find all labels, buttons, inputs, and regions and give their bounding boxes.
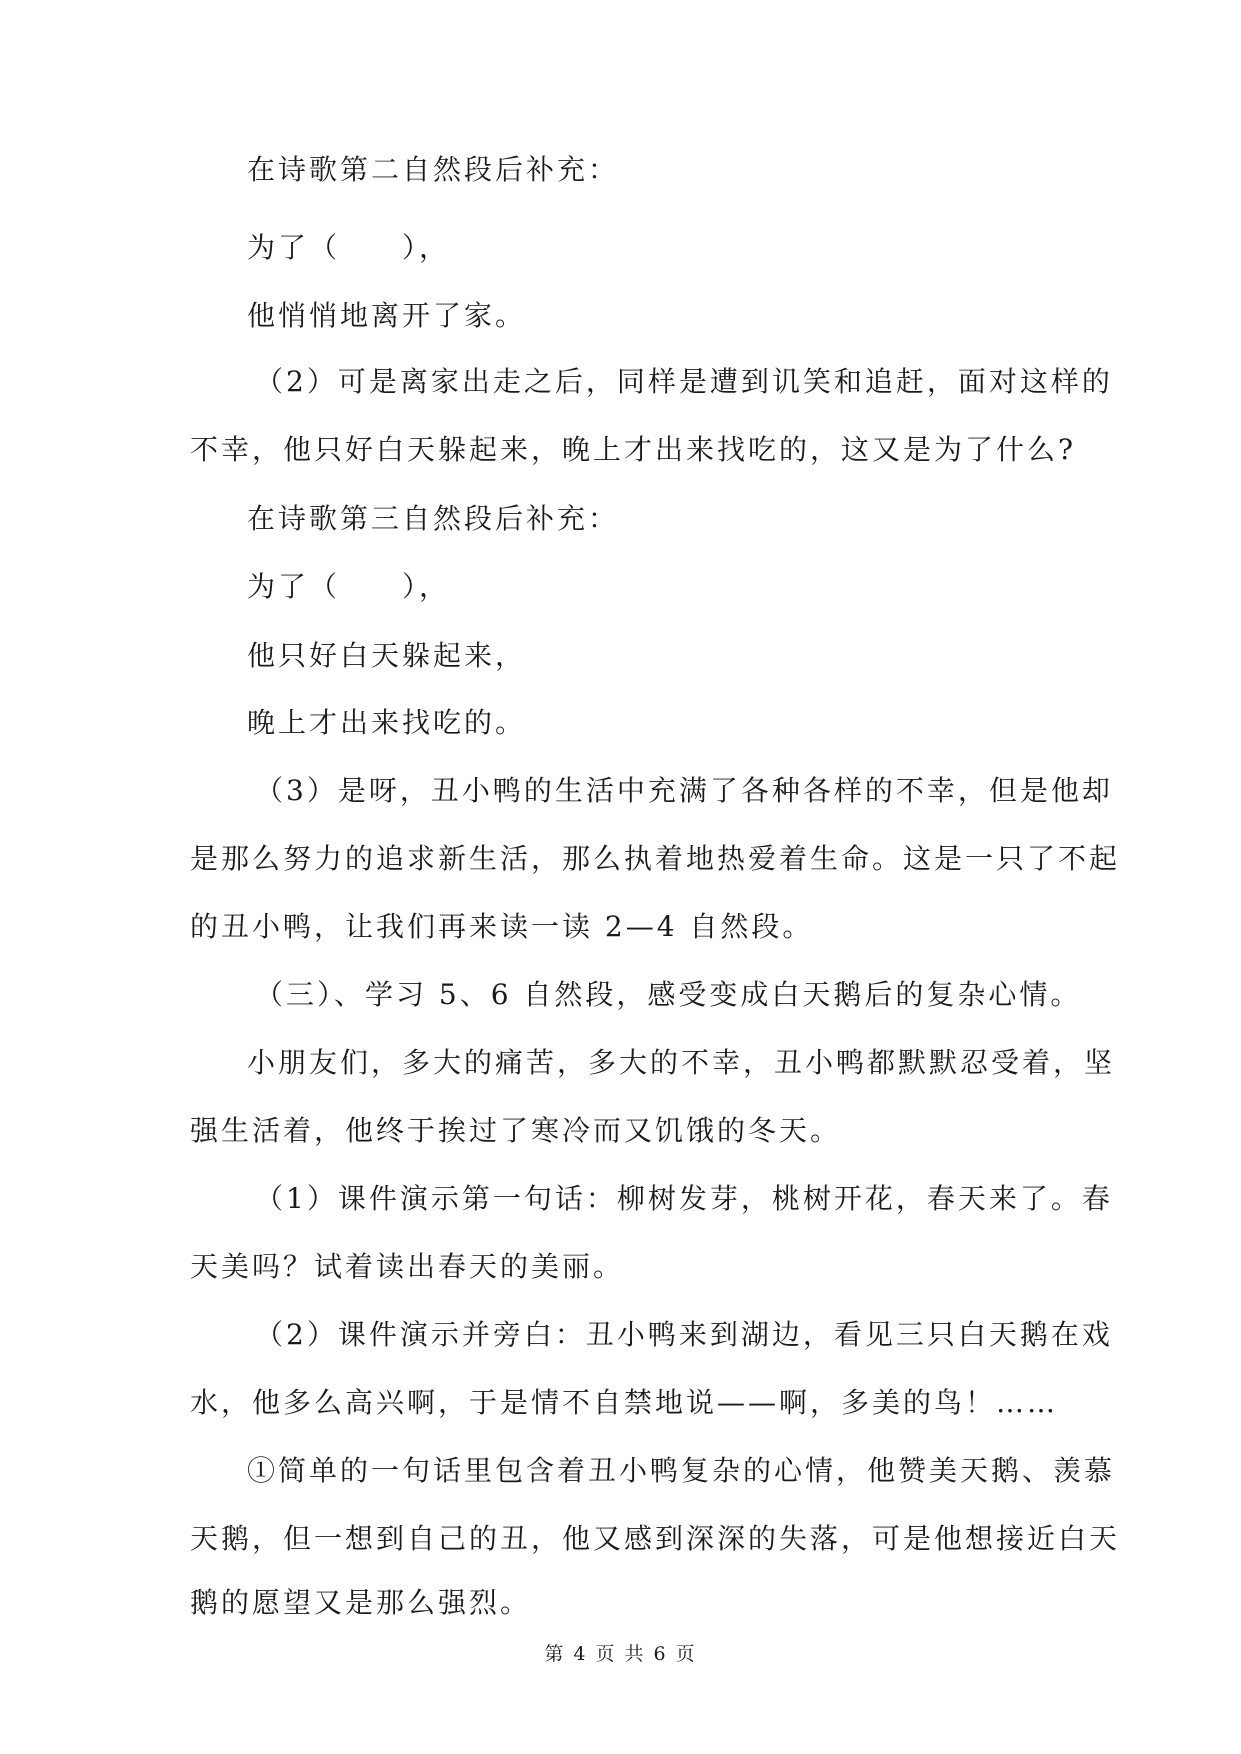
text-line: 天美吗？试着读出春天的美丽。 [190,1250,625,1283]
text-line: （2）可是离家出走之后，同样是遭到讥笑和追赶，面对这样的 [255,365,1113,398]
text-line: （3）是呀，丑小鸭的生活中充满了各种各样的不幸，但是他却 [255,774,1113,807]
text-line: 不幸，他只好白天躲起来，晚上才出来找吃的，这又是为了什么? [190,433,1077,466]
text-line: （1）课件演示第一句话：柳树发芽，桃树开花，春天来了。春 [255,1182,1113,1215]
text-line: 在诗歌第二自然段后补充： [247,153,620,186]
text-line: 强生活着，他终于挨过了寒冷而又饥饿的冬天。 [190,1114,842,1147]
text-line: 鹅的愿望又是那么强烈。 [190,1586,532,1619]
text-line: （三）、学习 5、6 自然段，感受变成白天鹅后的复杂心情。 [255,978,1082,1011]
text-line: 是那么努力的追求新生活，那么执着地热爱着生命。这是一只了不起 [190,842,1121,875]
text-line: 他只好白天躲起来， [247,639,527,672]
text-line: 小朋友们，多大的痛苦，多大的不幸，丑小鸭都默默忍受着，坚 [247,1046,1116,1079]
text-line: 为了（ ）， [247,570,451,603]
text-line: 水，他多么高兴啊，于是情不自禁地说——啊，多美的鸟！…… [190,1386,1059,1419]
text-line: 他悄悄地离开了家。 [247,299,527,332]
text-line: ①简单的一句话里包含着丑小鸭复杂的心情，他赞美天鹅、羡慕 [247,1454,1116,1487]
text-line: 为了（ ）， [247,231,451,264]
text-line: （2）课件演示并旁白：丑小鸭来到湖边，看见三只白天鹅在戏 [255,1318,1113,1351]
text-line: 的丑小鸭，让我们再来读一读 2—4 自然段。 [190,910,814,943]
page-footer: 第 4 页 共 6 页 [544,1643,697,1665]
text-line: 晚上才出来找吃的。 [247,706,527,739]
text-line: 天鹅，但一想到自己的丑，他又感到深深的失落，可是他想接近白天 [190,1522,1121,1555]
text-line: 在诗歌第三自然段后补充： [247,502,620,535]
